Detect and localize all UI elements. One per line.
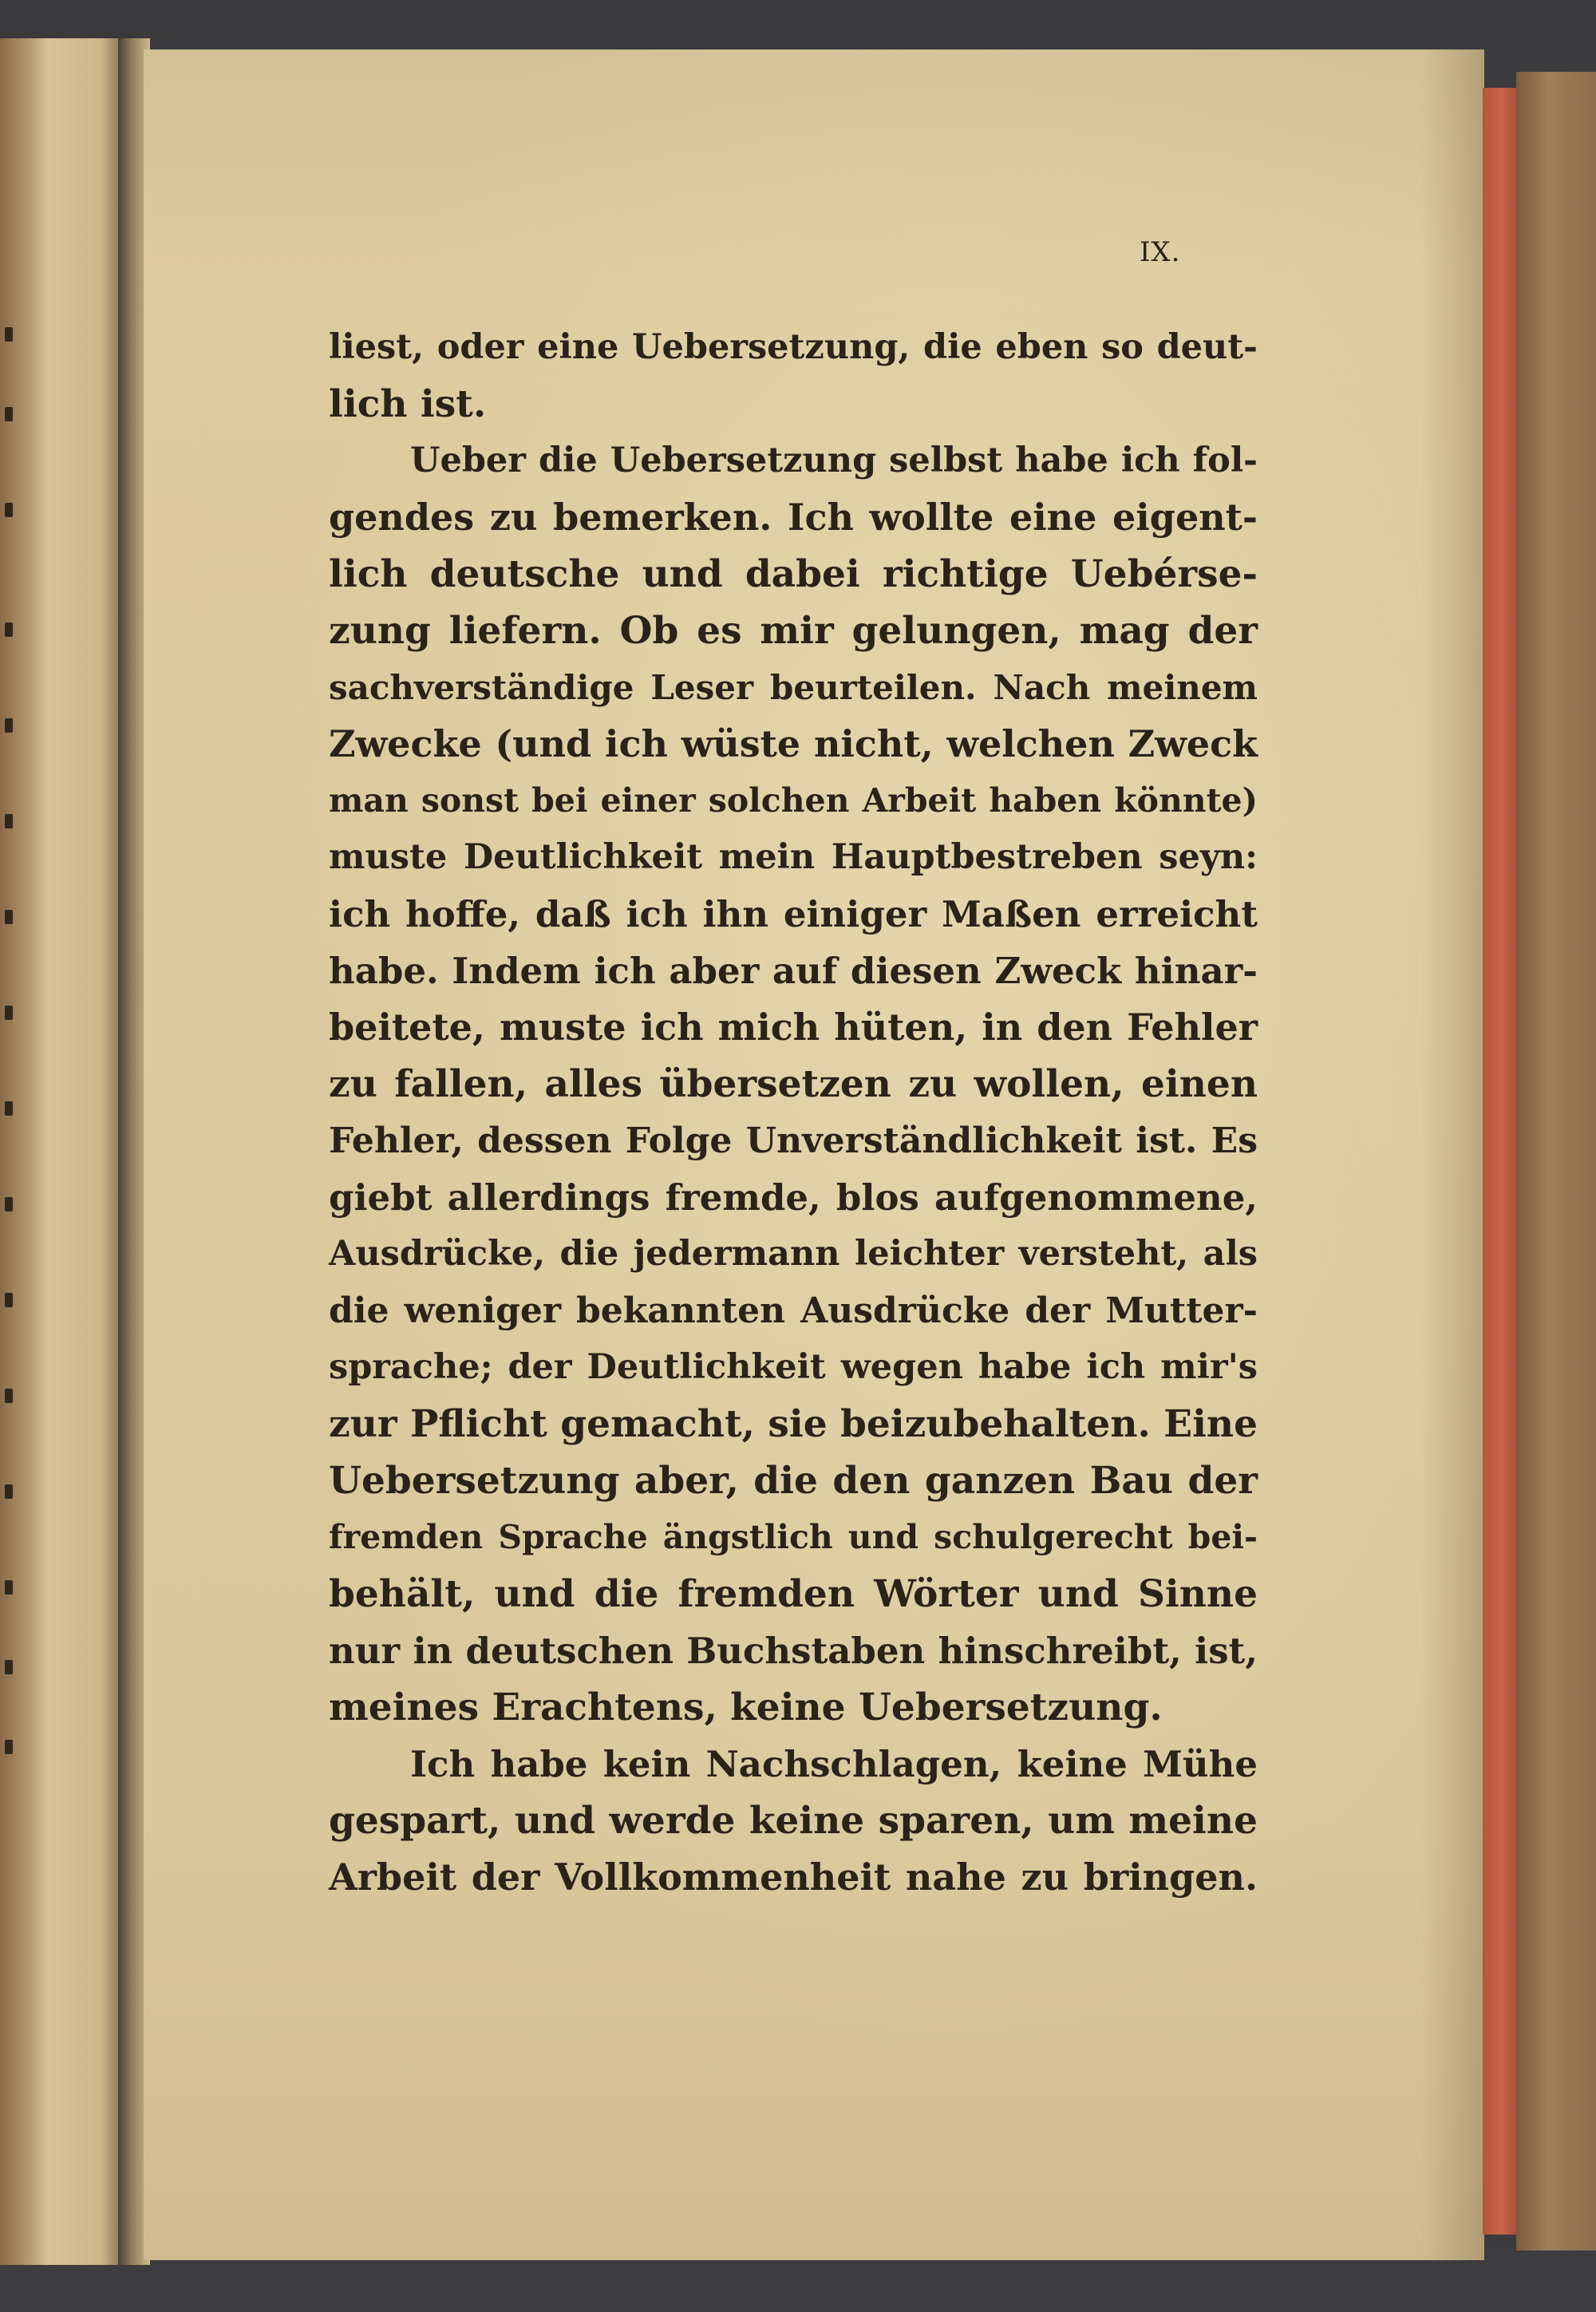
text-fragment (5, 814, 13, 828)
text-fragment (5, 1101, 13, 1116)
text-fragment (5, 1389, 13, 1403)
body-text (329, 319, 1258, 1906)
page-edges-red (1483, 88, 1521, 2235)
page-number: IX. (1140, 236, 1181, 268)
text-line: habe. Indem ich aber auf diesen Zweck hinar- (329, 950, 1258, 992)
text-line: behält, und die fremden Wörter und Sinne (329, 1572, 1258, 1616)
text-fragment (5, 1740, 13, 1754)
text-line: lich deutsche und dabei richtige Uebérse- (329, 552, 1258, 596)
text-fragment (5, 503, 13, 517)
text-line: Zwecke (und ich wüste nicht, welchen Zweck (329, 722, 1258, 765)
text-line: Ich habe kein Nachschlagen, keine Mühe (410, 1743, 1258, 1785)
text-line: zung liefern. Ob es mir gelungen, mag der (329, 609, 1258, 653)
text-line: fremden Sprache ängstlich und schulgerecht bei- (329, 1518, 1258, 1556)
text-fragment (5, 1197, 13, 1211)
text-line: zur Pflicht gemacht, sie beizubehalten. Eine (329, 1402, 1258, 1446)
text-line: ich hoffe, daß ich ihn einiger Maßen erreicht (329, 893, 1258, 935)
backdrop-top (0, 0, 1596, 48)
text-fragment (5, 910, 13, 924)
text-fragment (5, 1293, 13, 1307)
text-fragment (5, 1580, 13, 1595)
text-line: gespart, und werde keine sparen, um meine (329, 1799, 1258, 1843)
text-fragment (5, 327, 13, 342)
text-line: lich ist. (329, 382, 487, 426)
text-line: sachverständige Leser beurteilen. Nach meinem (329, 668, 1258, 707)
text-line: liest, oder eine Uebersetzung, die eben so deut- (329, 327, 1258, 367)
text-line: Ausdrücke, die jedermann leichter versteht, als (329, 1234, 1258, 1274)
text-line: meines Erachtens, keine Uebersetzung. (329, 1686, 1163, 1729)
text-line: Fehler, dessen Folge Unverständlichkeit ist. Es (329, 1120, 1258, 1161)
text-fragment (5, 622, 13, 637)
text-line: man sonst bei einer solchen Arbeit haben könnte) (329, 781, 1258, 820)
facing-page-text-fragments (0, 303, 24, 1899)
text-fragment (5, 407, 13, 421)
text-fragment (5, 718, 13, 733)
text-line: muste Deutlichkeit mein Hauptbestreben seyn: (329, 837, 1258, 877)
text-fragment (5, 1484, 13, 1499)
text-line: giebt allerdings fremde, blos aufgenommene, (329, 1176, 1258, 1219)
text-fragment (5, 1006, 13, 1020)
text-line: gendes zu bemerken. Ich wollte eine eigent- (329, 496, 1258, 539)
page-shadow (1420, 49, 1484, 2260)
text-fragment (5, 1660, 13, 1674)
text-line: nur in deutschen Buchstaben hinschreibt, ist, (329, 1630, 1258, 1672)
text-line: beitete, muste ich mich hüten, in den Fehler (329, 1006, 1258, 1049)
text-line: zu fallen, alles übersetzen zu wollen, einen (329, 1062, 1258, 1106)
text-line: Uebersetzung aber, die den ganzen Bau der (329, 1459, 1258, 1503)
text-line: sprache; der Deutlichkeit wegen habe ich mir's (329, 1347, 1258, 1387)
text-line: Ueber die Uebersetzung selbst habe ich fol- (410, 441, 1258, 480)
book-cover (1516, 72, 1596, 2251)
text-line: Arbeit der Vollkommenheit nahe zu bringen. (329, 1856, 1258, 1899)
text-line: die weniger bekannten Ausdrücke der Mutter- (329, 1290, 1258, 1331)
